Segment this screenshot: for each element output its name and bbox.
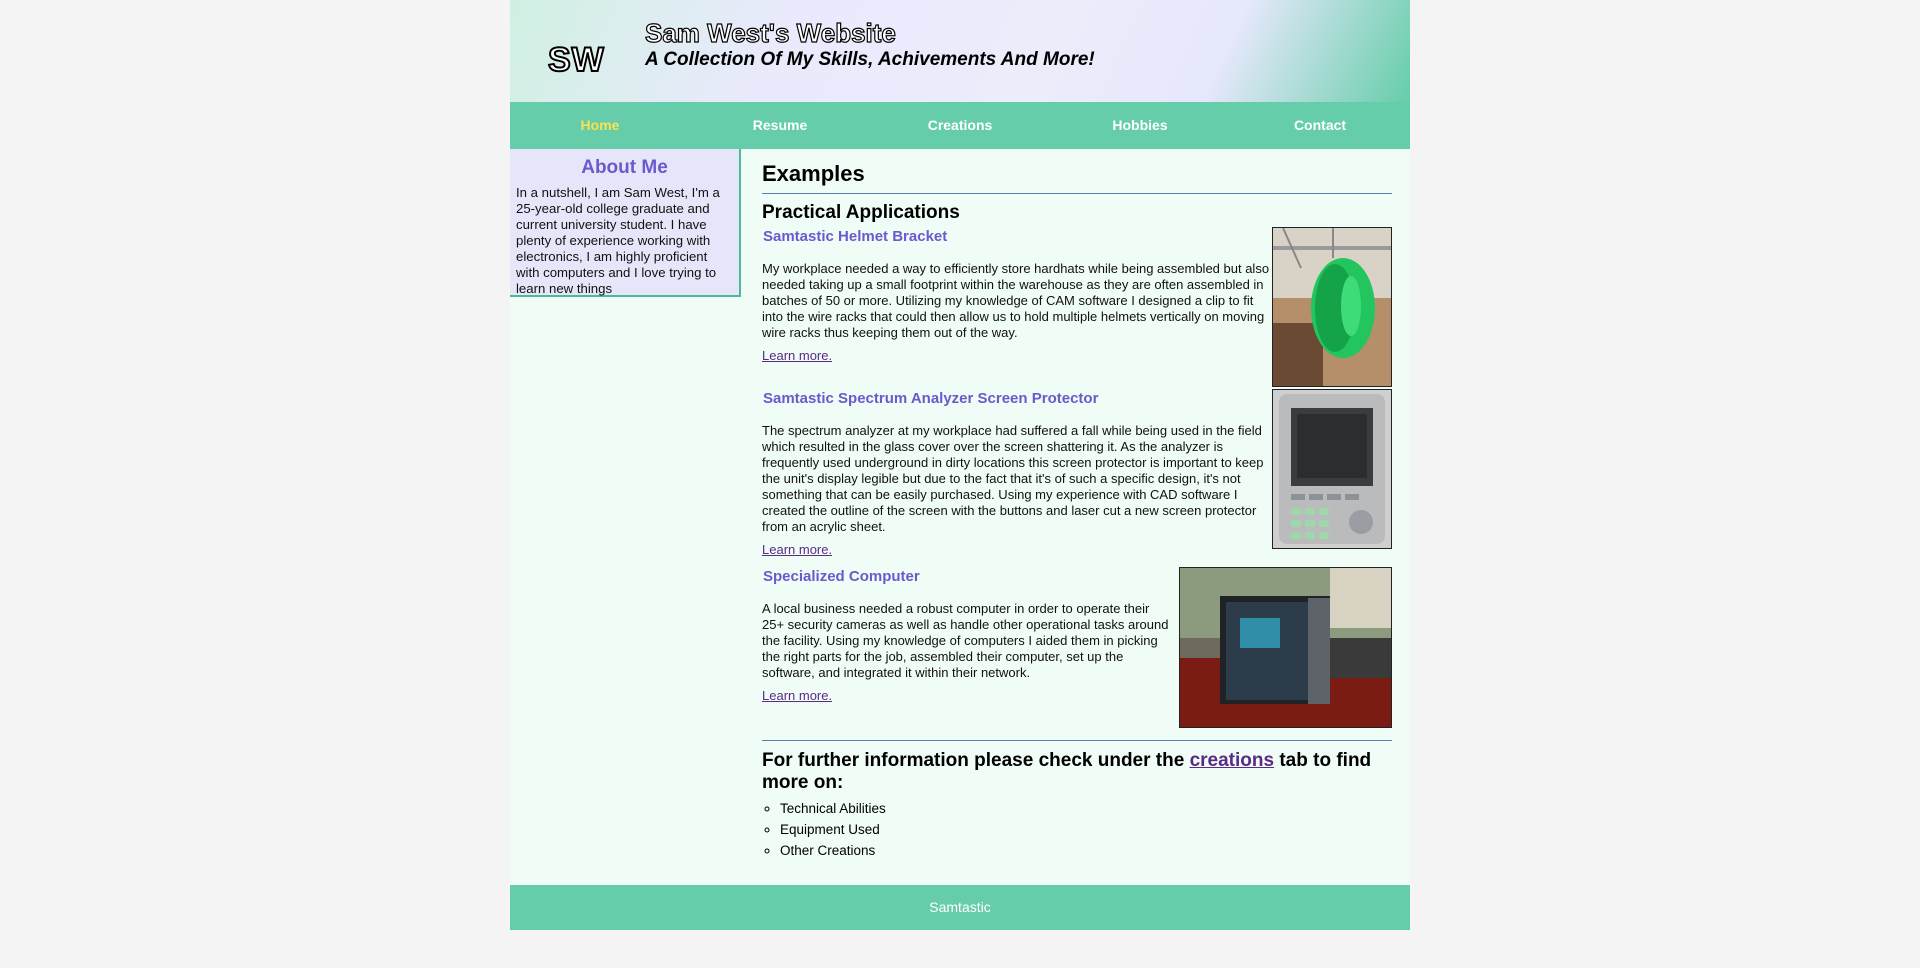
item-description: My workplace needed a way to efficiently store hardhats while being assembled but also needed taking up a small footprint within the warehouse as they are often assembled in batches of 50 or more. Utilizing my knowledge of CAM software I designed a clip to fit into the wire racks that could then allow us to hold multiple helmets vertically on moving wire racks thus keeping them out of the way. — [762, 261, 1270, 340]
list-item: ◦ Equipment Used — [780, 819, 1392, 840]
site-logo[interactable]: SW — [548, 41, 605, 79]
further-text-before: For further information please check under the — [762, 750, 1185, 771]
section-heading: Practical Applications — [762, 202, 960, 223]
page-title: Examples — [762, 161, 1392, 194]
item-description: A local business needed a robust computer in order to operate their 25+ security cameras as well as handle other operational tasks around the facility. Using my knowledge of computers I aided them in picking the right parts for the job, assembled their computer, set up the software, and integrated it within their network. — [762, 601, 1169, 680]
sidebar-title: About Me — [581, 157, 668, 178]
nav-home[interactable]: Home — [580, 117, 620, 133]
learn-more-link[interactable]: Learn more. — [762, 348, 833, 363]
main-content — [762, 149, 1392, 861]
nav-creations[interactable]: Creations — [927, 117, 993, 133]
site-header — [510, 0, 1410, 102]
about-sidebar — [510, 149, 741, 297]
main-nav — [510, 102, 1410, 149]
further-text-after: tab to find more on: — [762, 750, 1372, 793]
site-footer — [510, 885, 1410, 930]
helmet-bracket-photo — [1272, 227, 1392, 387]
item-title: Samtastic Spectrum Analyzer Screen Protector — [763, 390, 1099, 407]
example-item-screen-protector — [762, 389, 1392, 567]
spectrum-analyzer-photo — [1272, 389, 1392, 549]
example-item-computer — [762, 567, 1392, 729]
page — [510, 0, 1410, 930]
list-item: ◦ Other Creations — [780, 840, 1392, 861]
example-item-helmet — [762, 227, 1392, 389]
computer-photo — [1179, 567, 1392, 728]
sidebar-text: In a nutshell, I am Sam West, I'm a 25-year-old college graduate and current university student. I have plenty of experience working with electronics, I am highly proficient with computers and I love trying to learn new things — [516, 185, 720, 296]
creations-list — [762, 798, 1392, 861]
item-title: Samtastic Helmet Bracket — [763, 228, 948, 245]
item-description: The spectrum analyzer at my workplace had suffered a fall while being used in the field which resulted in the glass cover over the screen shattering it. As the analyzer is frequently used underground in dirty locations this screen protector is important to keep the unit's display legible but due to the fact that it's of such a specific design, it's not something that can be easily purchased. Using my experience with CAD software I created the outline of the screen with the buttons and laser cut a new screen protector from an acrylic sheet. — [762, 423, 1264, 534]
nav-hobbies[interactable]: Hobbies — [1112, 117, 1168, 133]
nav-resume[interactable]: Resume — [752, 117, 808, 133]
list-item: ◦ Technical Abilities — [780, 798, 1392, 819]
nav-contact[interactable]: Contact — [1293, 117, 1347, 133]
further-info-heading — [762, 750, 1392, 794]
creations-link[interactable]: creations — [1189, 750, 1275, 771]
divider — [762, 740, 1392, 741]
learn-more-link[interactable]: Learn more. — [762, 688, 833, 703]
footer-text: Samtastic — [929, 899, 991, 915]
item-title: Specialized Computer — [763, 568, 920, 585]
site-tagline: A Collection Of My Skills, Achivements And More! — [645, 49, 1095, 70]
learn-more-link[interactable]: Learn more. — [762, 542, 833, 557]
site-title: Sam West's Website — [645, 18, 896, 48]
